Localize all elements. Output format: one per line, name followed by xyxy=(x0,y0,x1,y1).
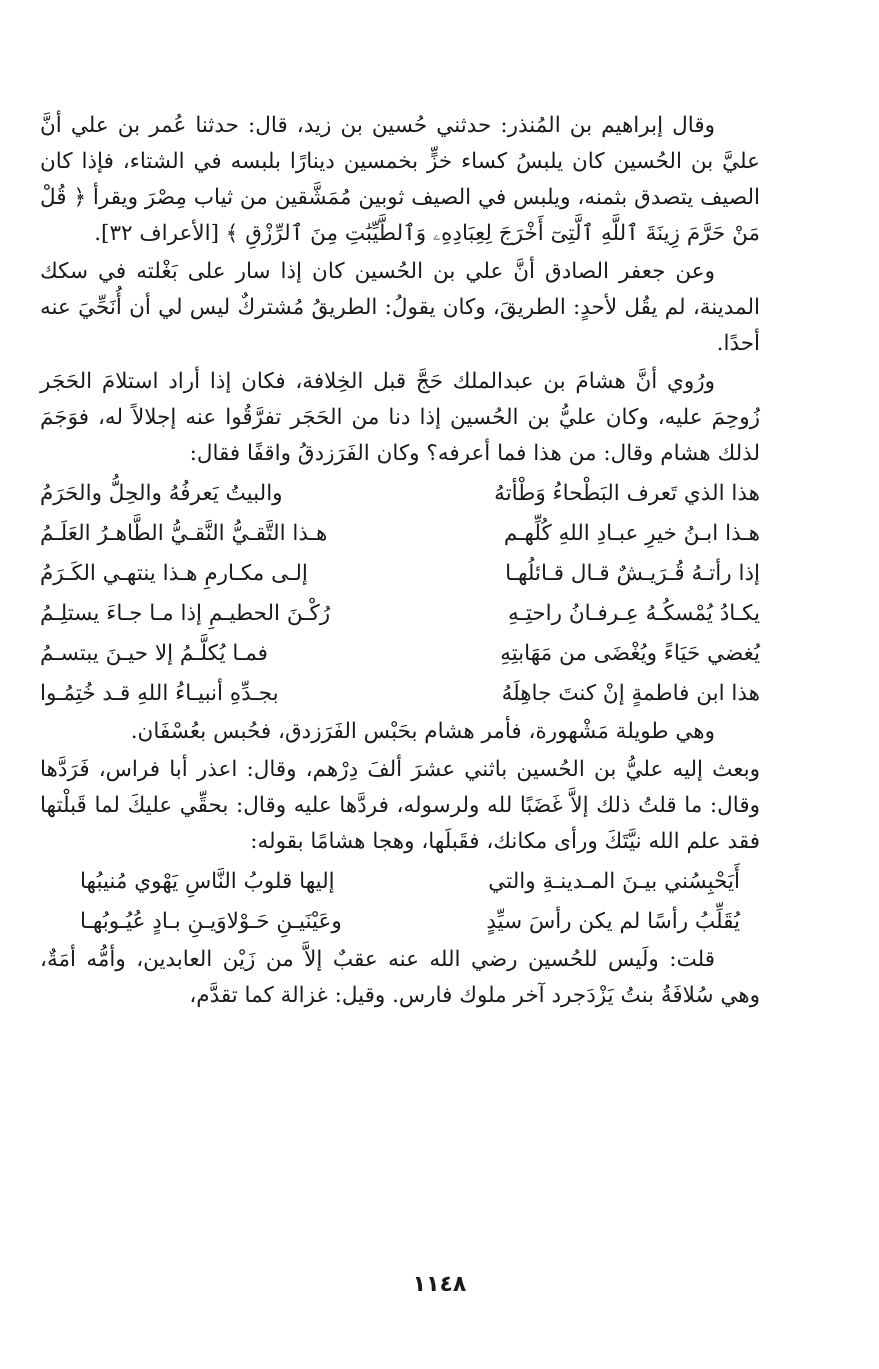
verse-first-hemistich: يُغضي حَيَاءً ويُغْضَى من مَهَابتِهِ xyxy=(500,641,760,666)
page-number: ١١٤٨ xyxy=(412,1272,467,1297)
verse-second-hemistich: هـذا التَّقـيُّ النَّقـيُّ الطَّاهـرُ العَلَـمُ xyxy=(40,521,328,546)
verse-first-hemistich: أَيَحْبِسُني بيـنَ المـدينـةِ والتي xyxy=(488,869,740,894)
verse-first-hemistich: إذا رأتـهُ قُـرَيـشٌ قـال قـائلُهـا xyxy=(505,561,760,586)
verse-second-hemistich: والبيتُ يَعرفُهُ والحِلُّ والحَرَمُ xyxy=(40,481,283,506)
poem-verse xyxy=(40,634,760,674)
poem-verse xyxy=(40,674,760,714)
paragraph-ibrahim-al-mundhir: وقال إبراهيم بن المُنذر: حدثني حُسين بن زيد، قال: حدثنا عُمر بن علي أنَّ عليَّ بن الحُسين كان يلبسُ كساء خزٍّ بخمسين دينارًا بلبسه في الشتاء، فإذا كان الصيف يتصدق بثمنه، ويلبس في الصيف ثوبين مُمَشَّقين من ثياب مِصْرَ ويقرأ ﴿ قُلْ مَنْ حَرَّمَ زِينَةَ ٱللَّهِ ٱلَّتِىٓ أَخْرَجَ لِعِبَادِهِۦ وَٱلطَّيِّبَٰتِ مِنَ ٱلرِّزْقِ ﴾ [الأعراف ٣٢]. xyxy=(40,113,760,246)
verse-first-hemistich: هذا الذي تَعرف البَطْحاءُ وَطْأتهُ xyxy=(494,481,760,506)
verse-first-hemistich: هـذا ابـنُ خيرِ عبـادِ اللهِ كُلِّهـم xyxy=(503,521,760,546)
poem-verse xyxy=(80,902,740,942)
verse-first-hemistich: يُقَلِّبُ رأسًا لم يكن رأسَ سيِّدٍ xyxy=(486,909,740,934)
paragraph-lineage-note: قلت: ولَيس للحُسين رضي الله عنه عقبٌ إلاَّ من زَيْن العابدين، وأمُّه أمَةٌ، وهي سُلافَةُ بنتُ يَزْدَجرد آخر ملوك فارس. وقيل: غزالة كما تقدَّم، xyxy=(40,947,760,1008)
paragraph-jafar-al-sadiq: وعن جعفر الصادق أنَّ علي بن الحُسين كان إذا سار على بَغْلته في سكك المدينة، لم يقُل لأحدٍ: الطريقَ، وكان يقولُ: الطريقُ مُشتركٌ ليس لي أن أُنَحِّيَ عنه أحدًا. xyxy=(40,259,760,356)
verse-second-hemistich: فمـا يُكلَّـمُ إلا حيـنَ يبتسـمُ xyxy=(40,641,268,666)
poem-verse xyxy=(40,514,760,554)
poem-verse xyxy=(80,862,740,902)
verse-second-hemistich: إلـى مكـارمِ هـذا ينتهـي الكَـرَمُ xyxy=(40,561,308,586)
page-body xyxy=(40,108,760,1016)
paragraph-hisham-hajj: ورُوي أنَّ هشامَ بن عبدالملك حَجَّ قبل الخِلافة، فكان إذا أراد استلامَ الحَجَر زُوحِمَ عليه، وكان عليُّ بن الحُسين إذا دنا من الحَجَر تفرَّقُوا عنه إجلالاً له، فوَجَمَ لذلك هشام وقال: من هذا فما أعرفه؟ وكان الفَرَزدقُ واقفًا فقال: xyxy=(40,369,760,466)
poem-verse xyxy=(40,474,760,514)
paragraph-gift-to-farazdaq: وبعث إليه عليُّ بن الحُسين باثني عشرَ ألفَ دِرْهم، وقال: اعذر أبا فراس، فَرَدَّها وقال: ما قلتُ ذلك إلاَّ غَضَبًا لله ولرسوله، فردَّها عليه وقال: بحقِّي عليكَ لما قَبلْتها فقد علم الله نيَّتَكَ ورأى مكانك، فقَبلَها، وهجا هشامًا بقوله: xyxy=(40,757,760,854)
verse-second-hemistich: وعَيْنَيـنِ حَـوْلاوَيـنِ بـادٍ عُيُـوبُهـا xyxy=(80,909,342,934)
verse-first-hemistich: هذا ابن فاطمةٍ إنْ كنتَ جاهِلَهُ xyxy=(501,681,760,706)
poem-farazdaq xyxy=(40,474,760,714)
verse-second-hemistich: رُكْـنَ الحطيـمِ إذا مـا جـاءَ يستلِـمُ xyxy=(40,601,331,626)
verse-second-hemistich: إليها قلوبُ النَّاسِ يَهْوي مُنيبُها xyxy=(80,869,335,894)
poem-satire-hisham xyxy=(40,862,760,942)
paragraph-farazdaq-imprisoned: وهي طويلة مَشْهورة، فأمر هشام بحَبْس الفَرَزدق، فحُبس بعُسْفَان. xyxy=(130,719,715,744)
poem-verse xyxy=(40,594,760,634)
verse-second-hemistich: بجـدِّهِ أنبيـاءُ اللهِ قـد خُتِمُـوا xyxy=(40,681,279,706)
verse-first-hemistich: يكـادُ يُمْسكُـهُ عِـرفـانُ راحتِـهِ xyxy=(508,601,760,626)
poem-verse xyxy=(40,554,760,594)
